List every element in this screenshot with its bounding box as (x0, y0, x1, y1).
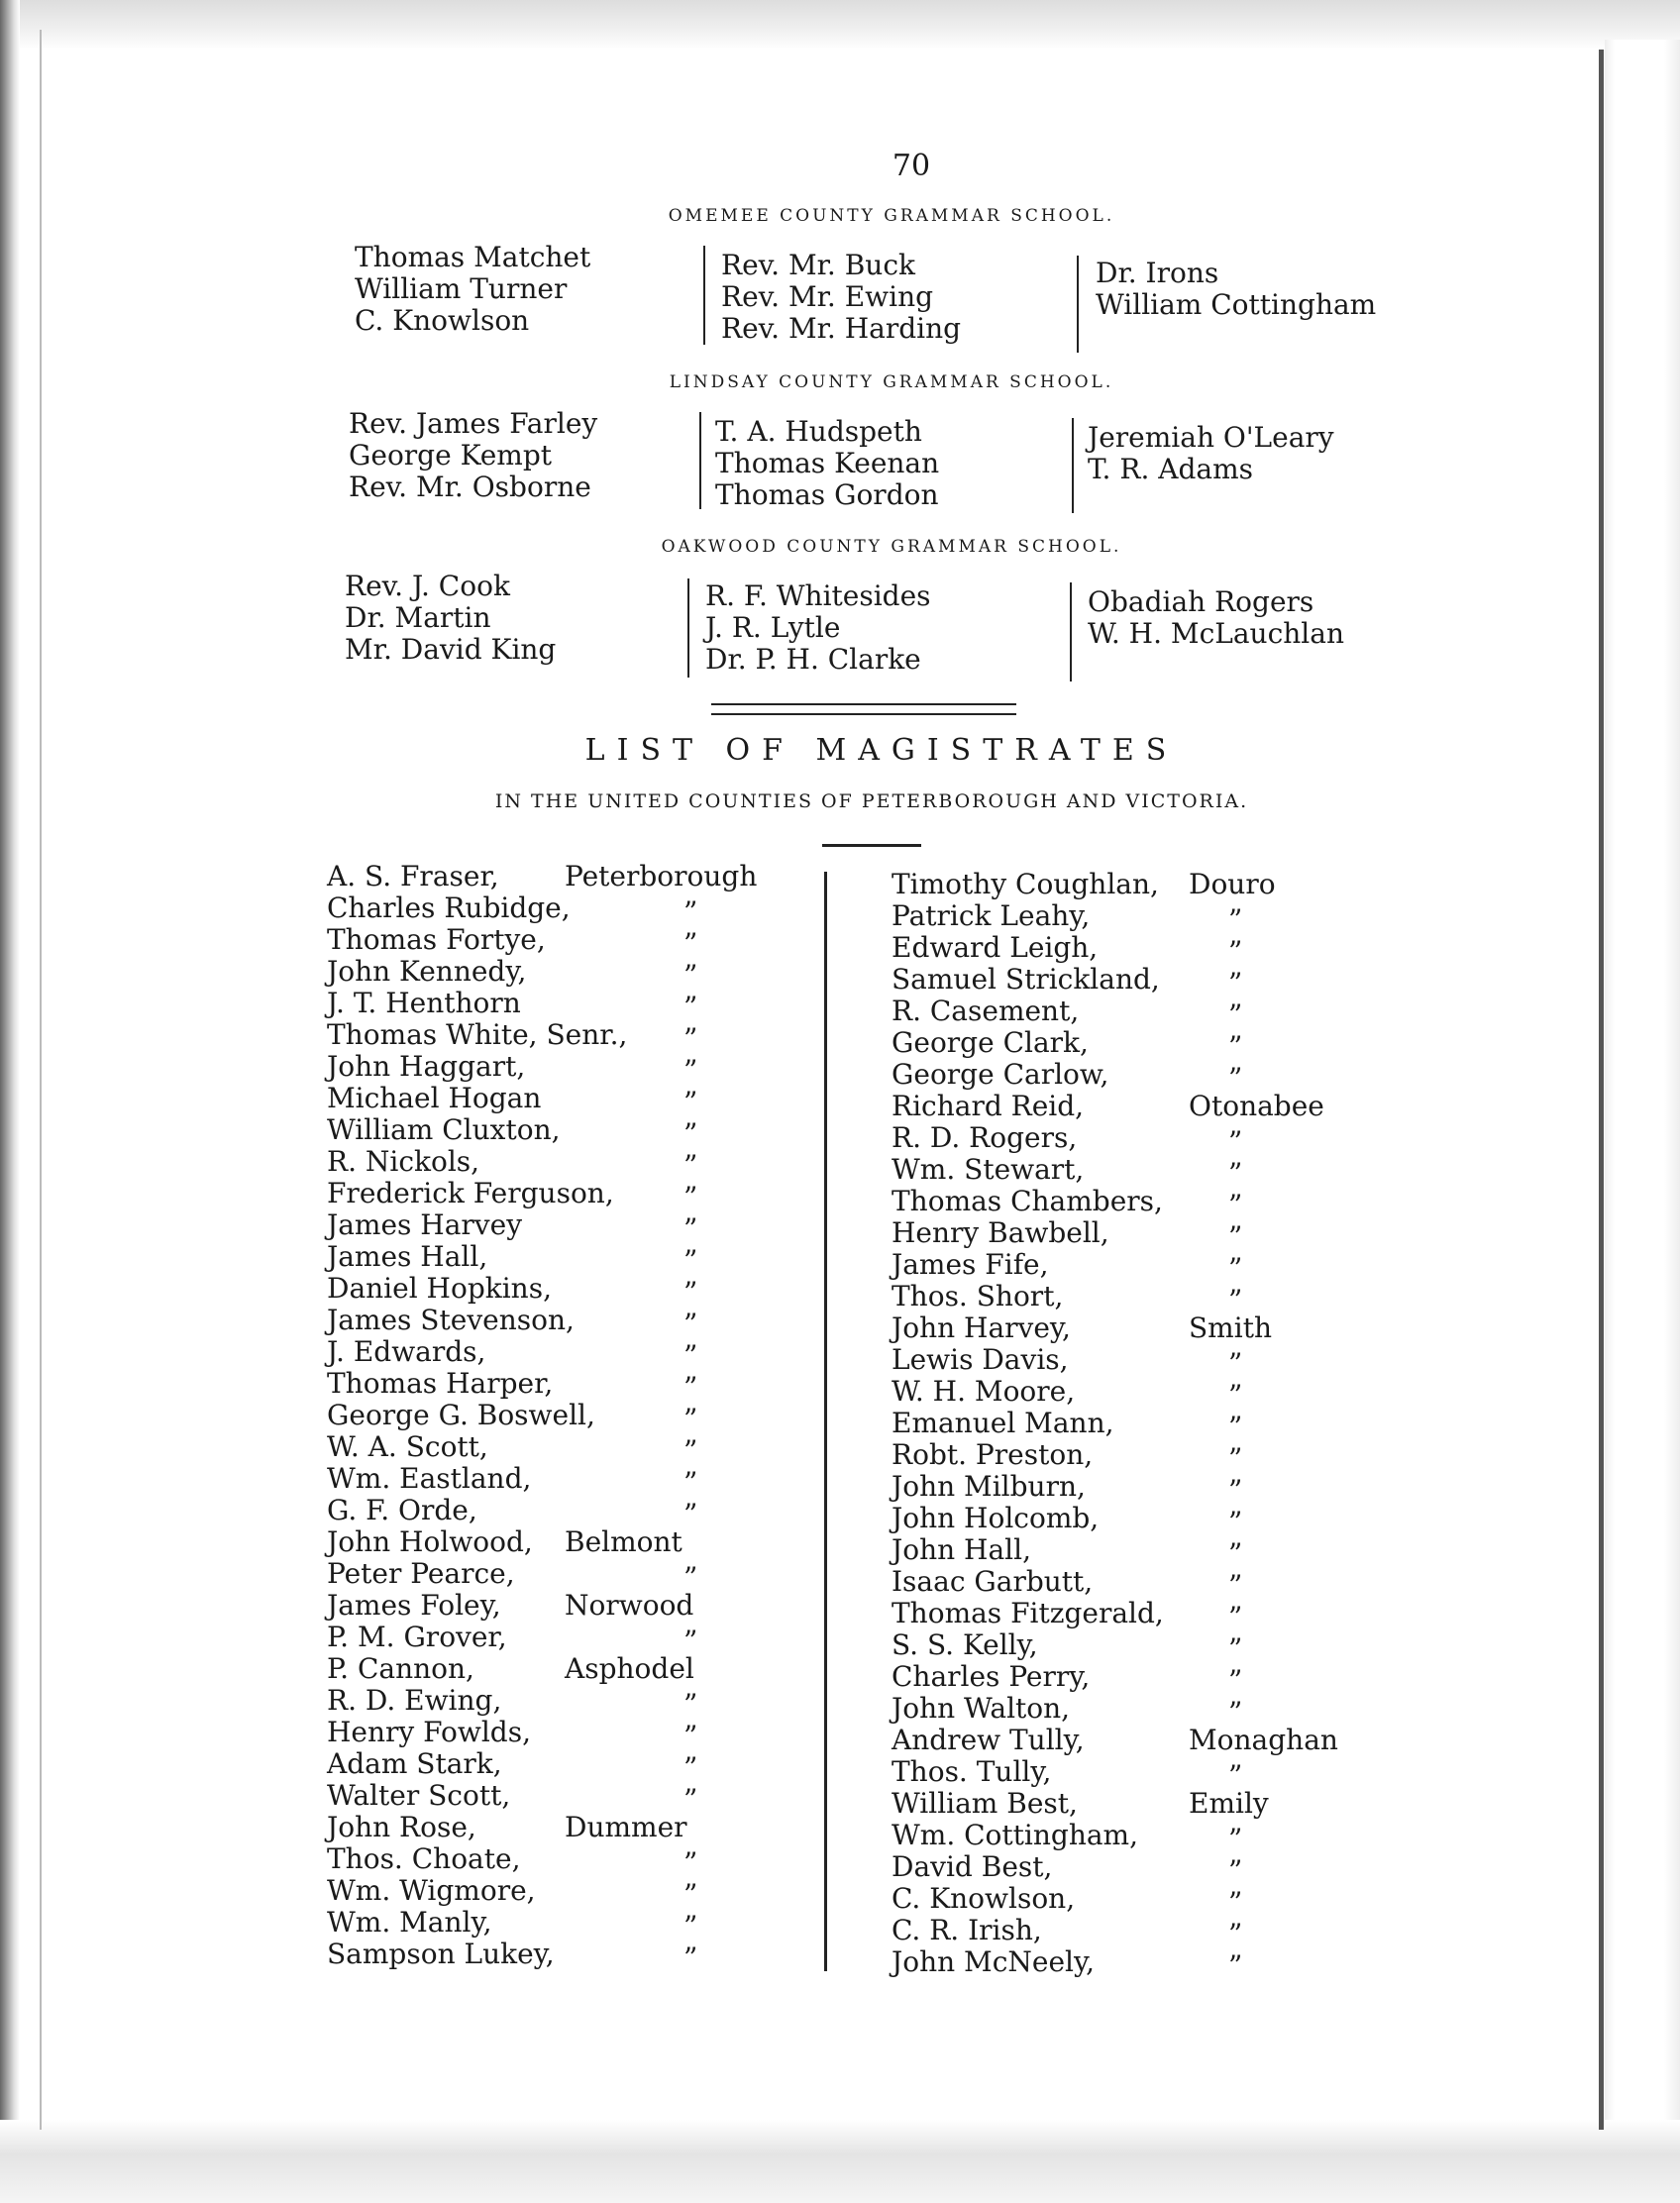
ditto-mark: ” (1228, 1759, 1243, 1792)
magistrate-row (892, 1502, 1327, 1538)
magistrate-name: Frederick Ferguson, (327, 1177, 614, 1209)
magistrate-name: Wm. Cottingham, (892, 1819, 1139, 1851)
ditto-mark: ” (683, 1054, 698, 1087)
ditto-mark: ” (1228, 1918, 1243, 1950)
ditto-mark: ” (683, 1403, 698, 1435)
magistrate-row (327, 1684, 802, 1721)
magistrates-subtitle: IN THE UNITED COUNTIES OF PETERBOROUGH AND VICTORIA. (494, 790, 1249, 812)
ditto-mark: ” (1228, 1347, 1243, 1380)
ditto-mark: ” (683, 1498, 698, 1530)
magistrate-row (892, 1692, 1327, 1729)
column-divider (687, 578, 689, 678)
trustee-name: W. H. McLauchlan (1088, 617, 1344, 650)
magistrate-name: Thomas Fitzgerald, (892, 1597, 1164, 1629)
magistrate-row (327, 1874, 802, 1911)
trustee-name: Dr. Martin (345, 601, 491, 634)
magistrate-row (892, 1438, 1327, 1475)
magistrate-place: Smith (1189, 1311, 1272, 1344)
magistrate-row (892, 1248, 1327, 1285)
ditto-mark: ” (1228, 1664, 1243, 1697)
magistrate-place: Otonabee (1189, 1090, 1324, 1122)
magistrate-name: Emanuel Mann, (892, 1407, 1114, 1439)
magistrate-row (327, 1779, 802, 1816)
magistrates-title: LIST OF MAGISTRATES (584, 733, 1179, 768)
magistrate-name: Edward Leigh, (892, 931, 1099, 964)
magistrate-name: George Clark, (892, 1026, 1089, 1059)
magistrate-name: John Rose, (327, 1811, 476, 1843)
magistrate-name: John Holwood, (327, 1525, 533, 1558)
magistrate-name: C. Knowlson, (892, 1882, 1076, 1915)
magistrate-name: William Cluxton, (327, 1113, 561, 1146)
magistrate-row (327, 1811, 802, 1842)
scan-border-right (1605, 40, 1680, 2130)
magistrate-name: R. Nickols, (327, 1145, 480, 1178)
trustee-name: Dr. Irons (1096, 257, 1219, 289)
magistrate-name: P. Cannon, (327, 1652, 474, 1685)
magistrate-row (892, 1153, 1327, 1190)
magistrate-row (892, 963, 1327, 999)
magistrate-row (892, 1533, 1327, 1570)
magistrate-row (327, 1557, 802, 1594)
ditto-mark: ” (683, 1339, 698, 1372)
magistrate-row (327, 1747, 802, 1784)
magistrate-name: George Carlow, (892, 1058, 1109, 1091)
ditto-mark: ” (1228, 935, 1243, 968)
magistrate-row (327, 1462, 802, 1499)
magistrate-row (892, 931, 1327, 968)
ditto-mark: ” (683, 1688, 698, 1721)
magistrate-row (892, 868, 1327, 899)
ditto-mark: ” (683, 1371, 698, 1404)
magistrate-name: Adam Stark, (327, 1747, 502, 1780)
magistrate-row (892, 1945, 1327, 1982)
magistrate-row (327, 1716, 802, 1752)
magistrate-name: Michael Hogan (327, 1082, 542, 1114)
magistrate-row (327, 1842, 802, 1879)
magistrate-place: Asphodel (565, 1652, 694, 1685)
ditto-mark: ” (1228, 1030, 1243, 1063)
ditto-mark: ” (1228, 1854, 1243, 1887)
magistrate-row (327, 1589, 802, 1621)
magistrate-name: James Harvey (327, 1208, 523, 1241)
trustee-name: J. R. Lytle (705, 611, 841, 644)
ditto-mark: ” (683, 1910, 698, 1942)
ditto-mark: ” (1228, 1252, 1243, 1285)
lindsay-trustees-col-3 (1088, 422, 1334, 485)
magistrate-row (892, 1090, 1327, 1121)
school-title-lindsay: LINDSAY COUNTY GRAMMAR SCHOOL. (669, 372, 1114, 392)
ditto-mark: ” (683, 1783, 698, 1816)
magistrate-place: Dummer (565, 1811, 687, 1843)
magistrate-row (327, 1240, 802, 1277)
magistrate-name: Charles Perry, (892, 1660, 1091, 1693)
magistrate-row (327, 1525, 802, 1557)
ditto-mark: ” (1228, 1569, 1243, 1602)
ditto-mark: ” (1228, 1506, 1243, 1538)
short-rule (822, 844, 921, 847)
magistrate-name: Thomas Harper, (327, 1367, 554, 1400)
magistrate-name: John Milburn, (892, 1470, 1086, 1503)
oakwood-trustees-col-1 (345, 571, 556, 666)
magistrate-row (892, 1850, 1327, 1887)
magistrate-name: J. Edwards, (327, 1335, 486, 1368)
trustee-name: George Kempt (349, 439, 553, 472)
trustee-name: William Turner (355, 272, 568, 305)
column-divider (1070, 582, 1072, 682)
magistrate-name: John Haggart, (327, 1050, 526, 1083)
magistrate-row (327, 955, 802, 992)
magistrate-name: Thomas Fortye, (327, 923, 546, 956)
magistrate-name: Sampson Lukey, (327, 1938, 555, 1970)
magistrate-name: James Hall, (327, 1240, 488, 1273)
magistrate-name: John Hall, (892, 1533, 1031, 1566)
magistrate-name: John Kennedy, (327, 955, 527, 988)
ditto-mark: ” (1228, 903, 1243, 936)
ditto-mark: ” (683, 1561, 698, 1594)
trustee-name: Rev. Mr. Buck (721, 249, 915, 281)
magistrate-row (892, 1787, 1327, 1819)
ditto-mark: ” (683, 895, 698, 928)
magistrate-row (327, 1208, 802, 1245)
magistrate-place: Norwood (565, 1589, 694, 1622)
magistrate-name: G. F. Orde, (327, 1494, 477, 1526)
magistrate-row (327, 1652, 802, 1684)
magistrate-row (327, 1050, 802, 1087)
magistrate-name: Wm. Manly, (327, 1906, 492, 1939)
ditto-mark: ” (683, 1308, 698, 1340)
magistrate-name: Timothy Coughlan, (892, 868, 1159, 900)
magistrate-row (327, 1494, 802, 1530)
ditto-mark: ” (683, 1212, 698, 1245)
ditto-mark: ” (1228, 1220, 1243, 1253)
magistrate-row (327, 1272, 802, 1309)
magistrate-row (327, 1399, 802, 1435)
magistrate-name: William Best, (892, 1787, 1078, 1820)
magistrate-row (892, 1755, 1327, 1792)
magistrate-name: Henry Bawbell, (892, 1216, 1109, 1249)
magistrate-row (892, 1407, 1327, 1443)
magistrate-name: Walter Scott, (327, 1779, 511, 1812)
ditto-mark: ” (683, 1434, 698, 1467)
ditto-mark: ” (1228, 998, 1243, 1031)
ditto-mark: ” (1228, 1442, 1243, 1475)
magistrate-name: George G. Boswell, (327, 1399, 595, 1431)
trustee-name: T. R. Adams (1088, 453, 1254, 485)
magistrate-name: C. R. Irish, (892, 1914, 1042, 1946)
ditto-mark: ” (1228, 1379, 1243, 1412)
magistrate-row (327, 1430, 802, 1467)
magistrate-name: John Holcomb, (892, 1502, 1100, 1534)
magistrate-row (327, 1367, 802, 1404)
magistrate-row (892, 1343, 1327, 1380)
trustee-name: Thomas Matchet (355, 241, 591, 273)
magistrate-row (892, 1058, 1327, 1095)
magistrate-row (892, 899, 1327, 936)
ditto-mark: ” (683, 1276, 698, 1309)
magistrate-row (892, 1185, 1327, 1221)
oakwood-trustees-col-2 (705, 580, 931, 676)
trustee-name: Mr. David King (345, 633, 557, 666)
scan-border-left (0, 0, 20, 2203)
magistrate-name: Wm. Stewart, (892, 1153, 1085, 1186)
trustee-name: R. F. Whitesides (705, 579, 931, 612)
magistrate-name: Wm. Wigmore, (327, 1874, 536, 1907)
ditto-mark: ” (1228, 1949, 1243, 1982)
scan-border-top (0, 0, 1680, 50)
magistrate-place: Belmont (565, 1525, 682, 1558)
magistrate-place: Peterborough (565, 860, 758, 892)
omemee-trustees-col-1 (355, 242, 590, 337)
omemee-trustees-col-2 (721, 250, 961, 345)
magistrate-row (892, 995, 1327, 1031)
trustee-name: Thomas Gordon (715, 478, 939, 511)
ditto-mark: ” (1228, 967, 1243, 999)
magistrate-row (327, 1335, 802, 1372)
magistrate-name: W. A. Scott, (327, 1430, 488, 1463)
magistrate-row (892, 1026, 1327, 1063)
ditto-mark: ” (683, 1846, 698, 1879)
magistrate-row (327, 1177, 802, 1213)
school-title-oakwood: OAKWOOD COUNTY GRAMMAR SCHOOL. (661, 537, 1122, 557)
column-divider (824, 872, 827, 1971)
ditto-mark: ” (1228, 1189, 1243, 1221)
ditto-mark: ” (1228, 1157, 1243, 1190)
magistrate-row (892, 1628, 1327, 1665)
lindsay-trustees-col-2 (715, 416, 939, 511)
page-edge-left (40, 30, 42, 2130)
ornamental-rule (711, 703, 1016, 715)
ditto-mark: ” (1228, 1411, 1243, 1443)
ditto-mark: ” (1228, 1696, 1243, 1729)
magistrate-row (327, 1018, 802, 1055)
magistrate-name: Daniel Hopkins, (327, 1272, 552, 1305)
page-number: 70 (892, 149, 931, 183)
trustee-name: Rev. James Farley (349, 407, 598, 440)
ditto-mark: ” (1228, 1886, 1243, 1919)
trustee-name: Rev. Mr. Ewing (721, 280, 934, 313)
magistrate-row (892, 1819, 1327, 1855)
magistrate-name: P. M. Grover, (327, 1621, 507, 1653)
ditto-mark: ” (683, 1086, 698, 1118)
magistrates-left-column (327, 860, 802, 1974)
magistrate-name: A. S. Fraser, (327, 860, 499, 892)
column-divider (703, 246, 705, 345)
magistrate-row (892, 1121, 1327, 1158)
magistrate-name: David Best, (892, 1850, 1053, 1883)
magistrate-name: Peter Pearce, (327, 1557, 515, 1590)
magistrate-row (327, 987, 802, 1023)
omemee-trustees-col-3 (1096, 258, 1376, 321)
ditto-mark: ” (1228, 1284, 1243, 1316)
magistrate-name: R. Casement, (892, 995, 1080, 1027)
magistrate-name: W. H. Moore, (892, 1375, 1076, 1408)
scan-border-bottom (0, 2120, 1680, 2203)
magistrate-row (327, 1304, 802, 1340)
trustee-name: Rev. Mr. Harding (721, 312, 962, 345)
magistrate-row (327, 1906, 802, 1942)
magistrate-name: James Fife, (892, 1248, 1049, 1281)
magistrate-row (327, 1621, 802, 1657)
magistrate-name: J. T. Henthorn (327, 987, 521, 1019)
magistrate-row (327, 1113, 802, 1150)
ditto-mark: ” (683, 1751, 698, 1784)
magistrate-row (892, 1216, 1327, 1253)
trustee-name: T. A. Hudspeth (715, 415, 922, 448)
ditto-mark: ” (1228, 1823, 1243, 1855)
trustee-name: Thomas Keenan (715, 447, 940, 479)
magistrate-name: S. S. Kelly, (892, 1628, 1038, 1661)
magistrate-place: Monaghan (1189, 1724, 1338, 1756)
magistrate-row (892, 1280, 1327, 1316)
magistrate-name: John Walton, (892, 1692, 1071, 1725)
magistrate-name: James Stevenson, (327, 1304, 575, 1336)
magistrate-name: James Foley, (327, 1589, 501, 1622)
magistrate-name: Thomas Chambers, (892, 1185, 1163, 1217)
ditto-mark: ” (1228, 1537, 1243, 1570)
ditto-mark: ” (683, 1941, 698, 1974)
column-divider (699, 412, 701, 509)
trustee-name: Jeremiah O'Leary (1088, 421, 1334, 454)
magistrate-name: R. D. Ewing, (327, 1684, 502, 1717)
magistrate-row (892, 1311, 1327, 1343)
magistrate-name: Patrick Leahy, (892, 899, 1091, 932)
ditto-mark: ” (683, 1878, 698, 1911)
lindsay-trustees-col-1 (349, 408, 597, 503)
magistrates-right-column (892, 868, 1338, 1982)
magistrate-name: Thos. Tully, (892, 1755, 1052, 1788)
ditto-mark: ” (683, 1466, 698, 1499)
magistrate-name: Lewis Davis, (892, 1343, 1069, 1376)
trustee-name: William Cottingham (1096, 288, 1377, 321)
magistrate-row (892, 1660, 1327, 1697)
magistrate-name: Charles Rubidge, (327, 892, 571, 924)
column-divider (1072, 418, 1074, 513)
trustee-name: Obadiah Rogers (1088, 585, 1314, 618)
magistrate-row (327, 1938, 802, 1974)
ditto-mark: ” (683, 1117, 698, 1150)
magistrate-row (892, 1375, 1327, 1412)
magistrate-row (327, 1145, 802, 1182)
ditto-mark: ” (683, 1720, 698, 1752)
magistrate-row (327, 1082, 802, 1118)
magistrate-name: Henry Fowlds, (327, 1716, 531, 1748)
oakwood-trustees-col-3 (1088, 586, 1344, 650)
magistrate-row (327, 892, 802, 928)
school-title-omemee: OMEMEE COUNTY GRAMMAR SCHOOL. (668, 206, 1115, 226)
magistrate-row (892, 1597, 1327, 1633)
ditto-mark: ” (1228, 1474, 1243, 1507)
magistrate-name: Richard Reid, (892, 1090, 1085, 1122)
magistrate-name: Thos. Short, (892, 1280, 1064, 1312)
magistrate-place: Douro (1189, 868, 1276, 900)
ditto-mark: ” (683, 1181, 698, 1213)
magistrate-name: R. D. Rogers, (892, 1121, 1078, 1154)
ditto-mark: ” (683, 991, 698, 1023)
ditto-mark: ” (1228, 1632, 1243, 1665)
column-divider (1077, 256, 1079, 353)
magistrate-name: John McNeely, (892, 1945, 1095, 1978)
ditto-mark: ” (683, 1022, 698, 1055)
ditto-mark: ” (1228, 1601, 1243, 1633)
ditto-mark: ” (683, 1149, 698, 1182)
magistrate-name: Isaac Garbutt, (892, 1565, 1094, 1598)
magistrate-name: Wm. Eastland, (327, 1462, 532, 1495)
magistrate-row (892, 1470, 1327, 1507)
magistrate-row (892, 1882, 1327, 1919)
page-edge-right (1599, 50, 1604, 2130)
ditto-mark: ” (1228, 1125, 1243, 1158)
trustee-name: C. Knowlson (355, 304, 530, 337)
ditto-mark: ” (683, 1625, 698, 1657)
ditto-mark: ” (1228, 1062, 1243, 1095)
magistrate-name: Thos. Choate, (327, 1842, 521, 1875)
magistrate-row (892, 1724, 1338, 1756)
trustee-name: Rev. Mr. Osborne (349, 471, 591, 503)
trustee-name: Dr. P. H. Clarke (705, 643, 921, 676)
magistrate-name: Andrew Tully, (892, 1724, 1085, 1756)
magistrate-place: Emily (1189, 1787, 1269, 1820)
magistrate-row (892, 1914, 1327, 1950)
magistrate-row (327, 860, 802, 892)
ditto-mark: ” (683, 927, 698, 960)
ditto-mark: ” (683, 959, 698, 992)
magistrate-name: Samuel Strickland, (892, 963, 1160, 996)
magistrate-row (892, 1565, 1327, 1602)
trustee-name: Rev. J. Cook (345, 570, 510, 602)
magistrate-name: Thomas White, Senr., (327, 1018, 628, 1051)
magistrate-row (327, 923, 802, 960)
magistrate-name: Robt. Preston, (892, 1438, 1094, 1471)
ditto-mark: ” (683, 1244, 698, 1277)
magistrate-name: John Harvey, (892, 1311, 1071, 1344)
